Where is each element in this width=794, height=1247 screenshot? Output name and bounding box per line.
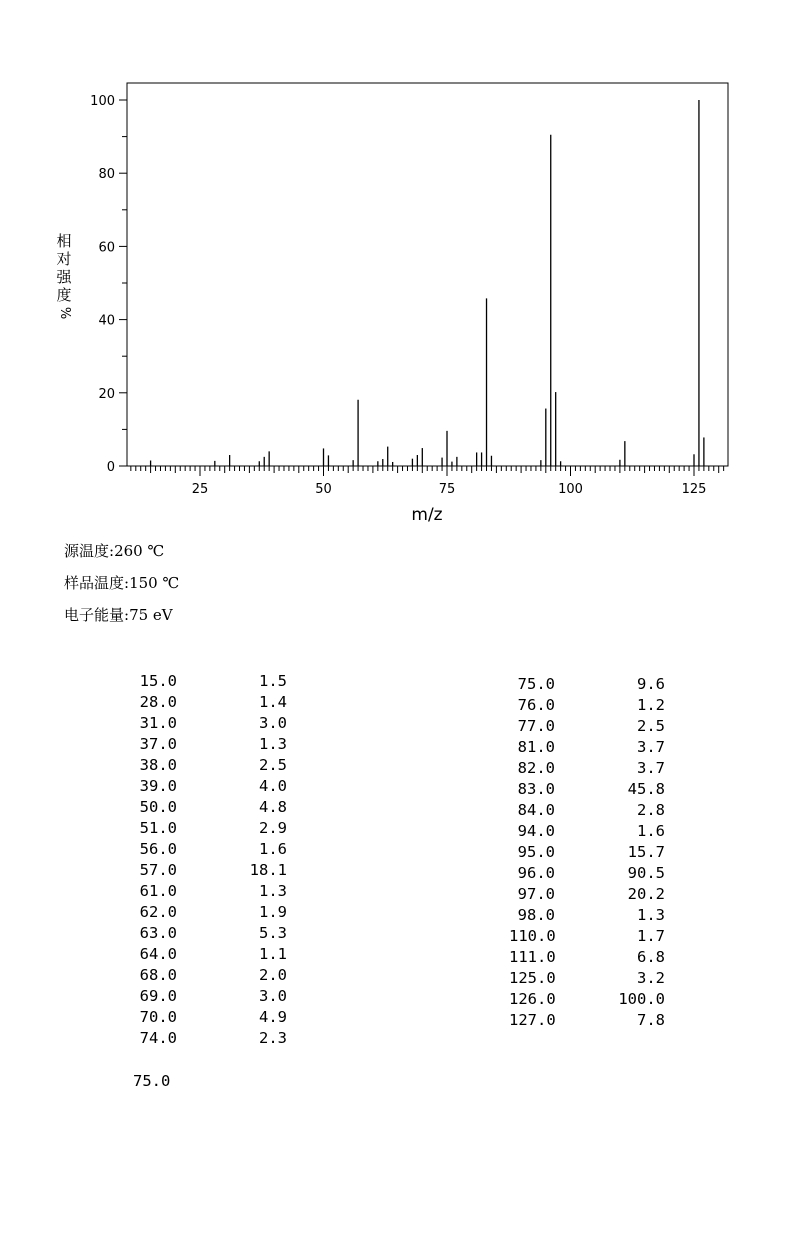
peak-table-row bbox=[133, 839, 287, 860]
peak-intensity: 3.7 bbox=[637, 759, 665, 777]
peak-mz: 126.0 bbox=[509, 990, 556, 1008]
peak-intensity: 7.8 bbox=[637, 1011, 665, 1029]
peak-mz: 98.0 bbox=[517, 906, 555, 924]
condition-label: 电子能量: bbox=[64, 606, 130, 624]
x-tick-label: 75 bbox=[438, 482, 456, 497]
peak-intensity: 45.8 bbox=[627, 780, 665, 798]
peak-mz: 127.0 bbox=[509, 1011, 556, 1029]
sample-temperature bbox=[64, 572, 179, 593]
condition-value: 150 ℃ bbox=[129, 574, 180, 592]
peak-table-row bbox=[509, 1010, 665, 1031]
peak-mz: 61.0 bbox=[139, 882, 177, 900]
peak-table-row bbox=[133, 755, 287, 776]
peak-table-row bbox=[133, 860, 287, 881]
peak-mz: 68.0 bbox=[139, 966, 177, 984]
peak-mz: 77.0 bbox=[517, 717, 555, 735]
peak-table-row bbox=[509, 863, 665, 884]
peak-intensity: 3.0 bbox=[259, 987, 287, 1005]
peak-mz: 69.0 bbox=[139, 987, 177, 1005]
peak-mz: 39.0 bbox=[139, 777, 177, 795]
peak-mz: 82.0 bbox=[517, 759, 555, 777]
peak-table-row bbox=[509, 674, 665, 695]
peak-table-row bbox=[133, 734, 287, 755]
peak-table-row bbox=[133, 692, 287, 713]
cut-off-row: 75.0 bbox=[133, 1072, 171, 1090]
peak-table-row bbox=[133, 797, 287, 818]
peak-table-row bbox=[133, 713, 287, 734]
peak-intensity: 4.0 bbox=[259, 777, 287, 795]
condition-value: 260 ℃ bbox=[114, 542, 165, 560]
x-tick-label: 50 bbox=[315, 482, 332, 497]
peak-intensity: 1.3 bbox=[637, 906, 665, 924]
peak-table-row bbox=[509, 758, 665, 779]
peak-mz: 57.0 bbox=[139, 861, 177, 879]
peak-table-row bbox=[133, 1007, 287, 1028]
peak-table-row bbox=[133, 881, 287, 902]
peak-table-row bbox=[509, 695, 665, 716]
peak-mz: 38.0 bbox=[139, 756, 177, 774]
source-temperature bbox=[64, 540, 164, 561]
peak-table-row bbox=[509, 905, 665, 926]
peak-mz: 95.0 bbox=[517, 843, 555, 861]
peak-table-row bbox=[509, 884, 665, 905]
peak-table-row bbox=[133, 923, 287, 944]
peak-intensity: 5.3 bbox=[259, 924, 287, 942]
peak-table-row bbox=[509, 821, 665, 842]
peak-intensity: 20.2 bbox=[627, 885, 665, 903]
y-axis-title bbox=[54, 232, 74, 322]
peak-intensity: 1.6 bbox=[259, 840, 287, 858]
peak-mz: 125.0 bbox=[509, 969, 556, 987]
peak-intensity: 1.1 bbox=[259, 945, 287, 963]
peak-table-left bbox=[133, 671, 287, 1049]
peak-mz: 96.0 bbox=[517, 864, 555, 882]
peak-table-row bbox=[133, 902, 287, 923]
peak-mz: 51.0 bbox=[139, 819, 177, 837]
peak-table-row bbox=[509, 968, 665, 989]
peak-mz: 81.0 bbox=[517, 738, 555, 756]
peak-intensity: 3.7 bbox=[637, 738, 665, 756]
peak-mz: 111.0 bbox=[509, 948, 556, 966]
peak-mz: 76.0 bbox=[517, 696, 555, 714]
x-tick-label: 25 bbox=[191, 482, 209, 497]
y-axis-title-unit: % bbox=[57, 306, 72, 320]
peak-mz: 56.0 bbox=[139, 840, 177, 858]
peak-table-row bbox=[133, 1028, 287, 1049]
peak-mz: 74.0 bbox=[139, 1029, 177, 1047]
peak-mz: 94.0 bbox=[517, 822, 555, 840]
peak-table-row bbox=[509, 989, 665, 1010]
peak-mz: 28.0 bbox=[139, 693, 177, 711]
peak-mz: 63.0 bbox=[139, 924, 177, 942]
y-tick-label: 0 bbox=[106, 460, 115, 475]
electron-energy bbox=[64, 604, 173, 625]
peak-mz: 83.0 bbox=[517, 780, 555, 798]
peak-mz: 64.0 bbox=[139, 945, 177, 963]
peak-intensity: 1.9 bbox=[259, 903, 287, 921]
y-axis-title-char: 度 bbox=[56, 286, 72, 304]
peak-intensity: 1.7 bbox=[637, 927, 665, 945]
y-axis-title-char: 对 bbox=[56, 250, 72, 268]
condition-label: 样品温度: bbox=[64, 574, 130, 592]
peak-mz: 70.0 bbox=[139, 1008, 177, 1026]
peak-intensity: 4.9 bbox=[259, 1008, 287, 1026]
y-axis-title-char: 强 bbox=[56, 268, 72, 286]
condition-value: 75 eV bbox=[129, 606, 173, 624]
peak-table-row bbox=[509, 947, 665, 968]
peak-intensity: 2.0 bbox=[259, 966, 287, 984]
peak-table-row bbox=[509, 926, 665, 947]
peak-intensity: 3.0 bbox=[259, 714, 287, 732]
peak-table-row bbox=[133, 671, 287, 692]
peak-mz: 75.0 bbox=[517, 675, 555, 693]
peak-intensity: 18.1 bbox=[249, 861, 287, 879]
peak-intensity: 1.2 bbox=[637, 696, 665, 714]
peak-mz: 84.0 bbox=[517, 801, 555, 819]
peak-mz: 110.0 bbox=[509, 927, 556, 945]
peak-table-row bbox=[509, 716, 665, 737]
peak-table-row bbox=[509, 842, 665, 863]
peak-intensity: 1.6 bbox=[637, 822, 665, 840]
peak-mz: 97.0 bbox=[517, 885, 555, 903]
peak-intensity: 3.2 bbox=[637, 969, 665, 987]
peak-mz: 62.0 bbox=[139, 903, 177, 921]
peak-mz: 37.0 bbox=[139, 735, 177, 753]
peak-intensity: 90.5 bbox=[627, 864, 665, 882]
peak-mz: 15.0 bbox=[139, 672, 177, 690]
y-tick-label: 100 bbox=[90, 94, 115, 109]
peak-intensity: 2.5 bbox=[637, 717, 665, 735]
peak-table-row bbox=[133, 818, 287, 839]
peak-mz: 50.0 bbox=[139, 798, 177, 816]
y-tick-label: 40 bbox=[98, 313, 115, 329]
peak-intensity: 1.4 bbox=[259, 693, 287, 711]
x-tick-label: 100 bbox=[558, 482, 583, 497]
peak-intensity: 4.8 bbox=[259, 798, 287, 816]
peak-intensity: 6.8 bbox=[637, 948, 665, 966]
peak-intensity: 2.3 bbox=[259, 1029, 287, 1047]
peak-table-row bbox=[133, 944, 287, 965]
peak-intensity: 9.6 bbox=[637, 675, 665, 693]
peak-table-row bbox=[509, 779, 665, 800]
peak-table-row bbox=[509, 737, 665, 758]
peak-table-row bbox=[133, 776, 287, 797]
peak-intensity: 2.9 bbox=[259, 819, 287, 837]
condition-label: 源温度: bbox=[64, 542, 115, 560]
peak-intensity: 2.5 bbox=[259, 756, 287, 774]
plot-frame bbox=[127, 83, 728, 466]
x-axis-title: m/z bbox=[411, 505, 443, 525]
peak-intensity: 1.3 bbox=[259, 735, 287, 753]
y-axis-title-char: 相 bbox=[56, 232, 72, 250]
peak-table-row bbox=[509, 800, 665, 821]
y-tick-label: 60 bbox=[98, 240, 115, 256]
y-tick-label: 80 bbox=[98, 167, 115, 183]
y-tick-label: 20 bbox=[98, 386, 115, 402]
peak-table-row bbox=[133, 965, 287, 986]
peak-intensity: 15.7 bbox=[627, 843, 665, 861]
peak-intensity: 2.8 bbox=[637, 801, 665, 819]
x-tick-label: 125 bbox=[681, 482, 707, 497]
peak-intensity: 1.5 bbox=[259, 672, 287, 690]
peak-mz: 31.0 bbox=[139, 714, 177, 732]
peak-table-right bbox=[509, 674, 665, 1031]
mass-spectrum-chart bbox=[0, 0, 794, 530]
peak-table-row bbox=[133, 986, 287, 1007]
peak-intensity: 100.0 bbox=[618, 990, 665, 1008]
peak-intensity: 1.3 bbox=[259, 882, 287, 900]
